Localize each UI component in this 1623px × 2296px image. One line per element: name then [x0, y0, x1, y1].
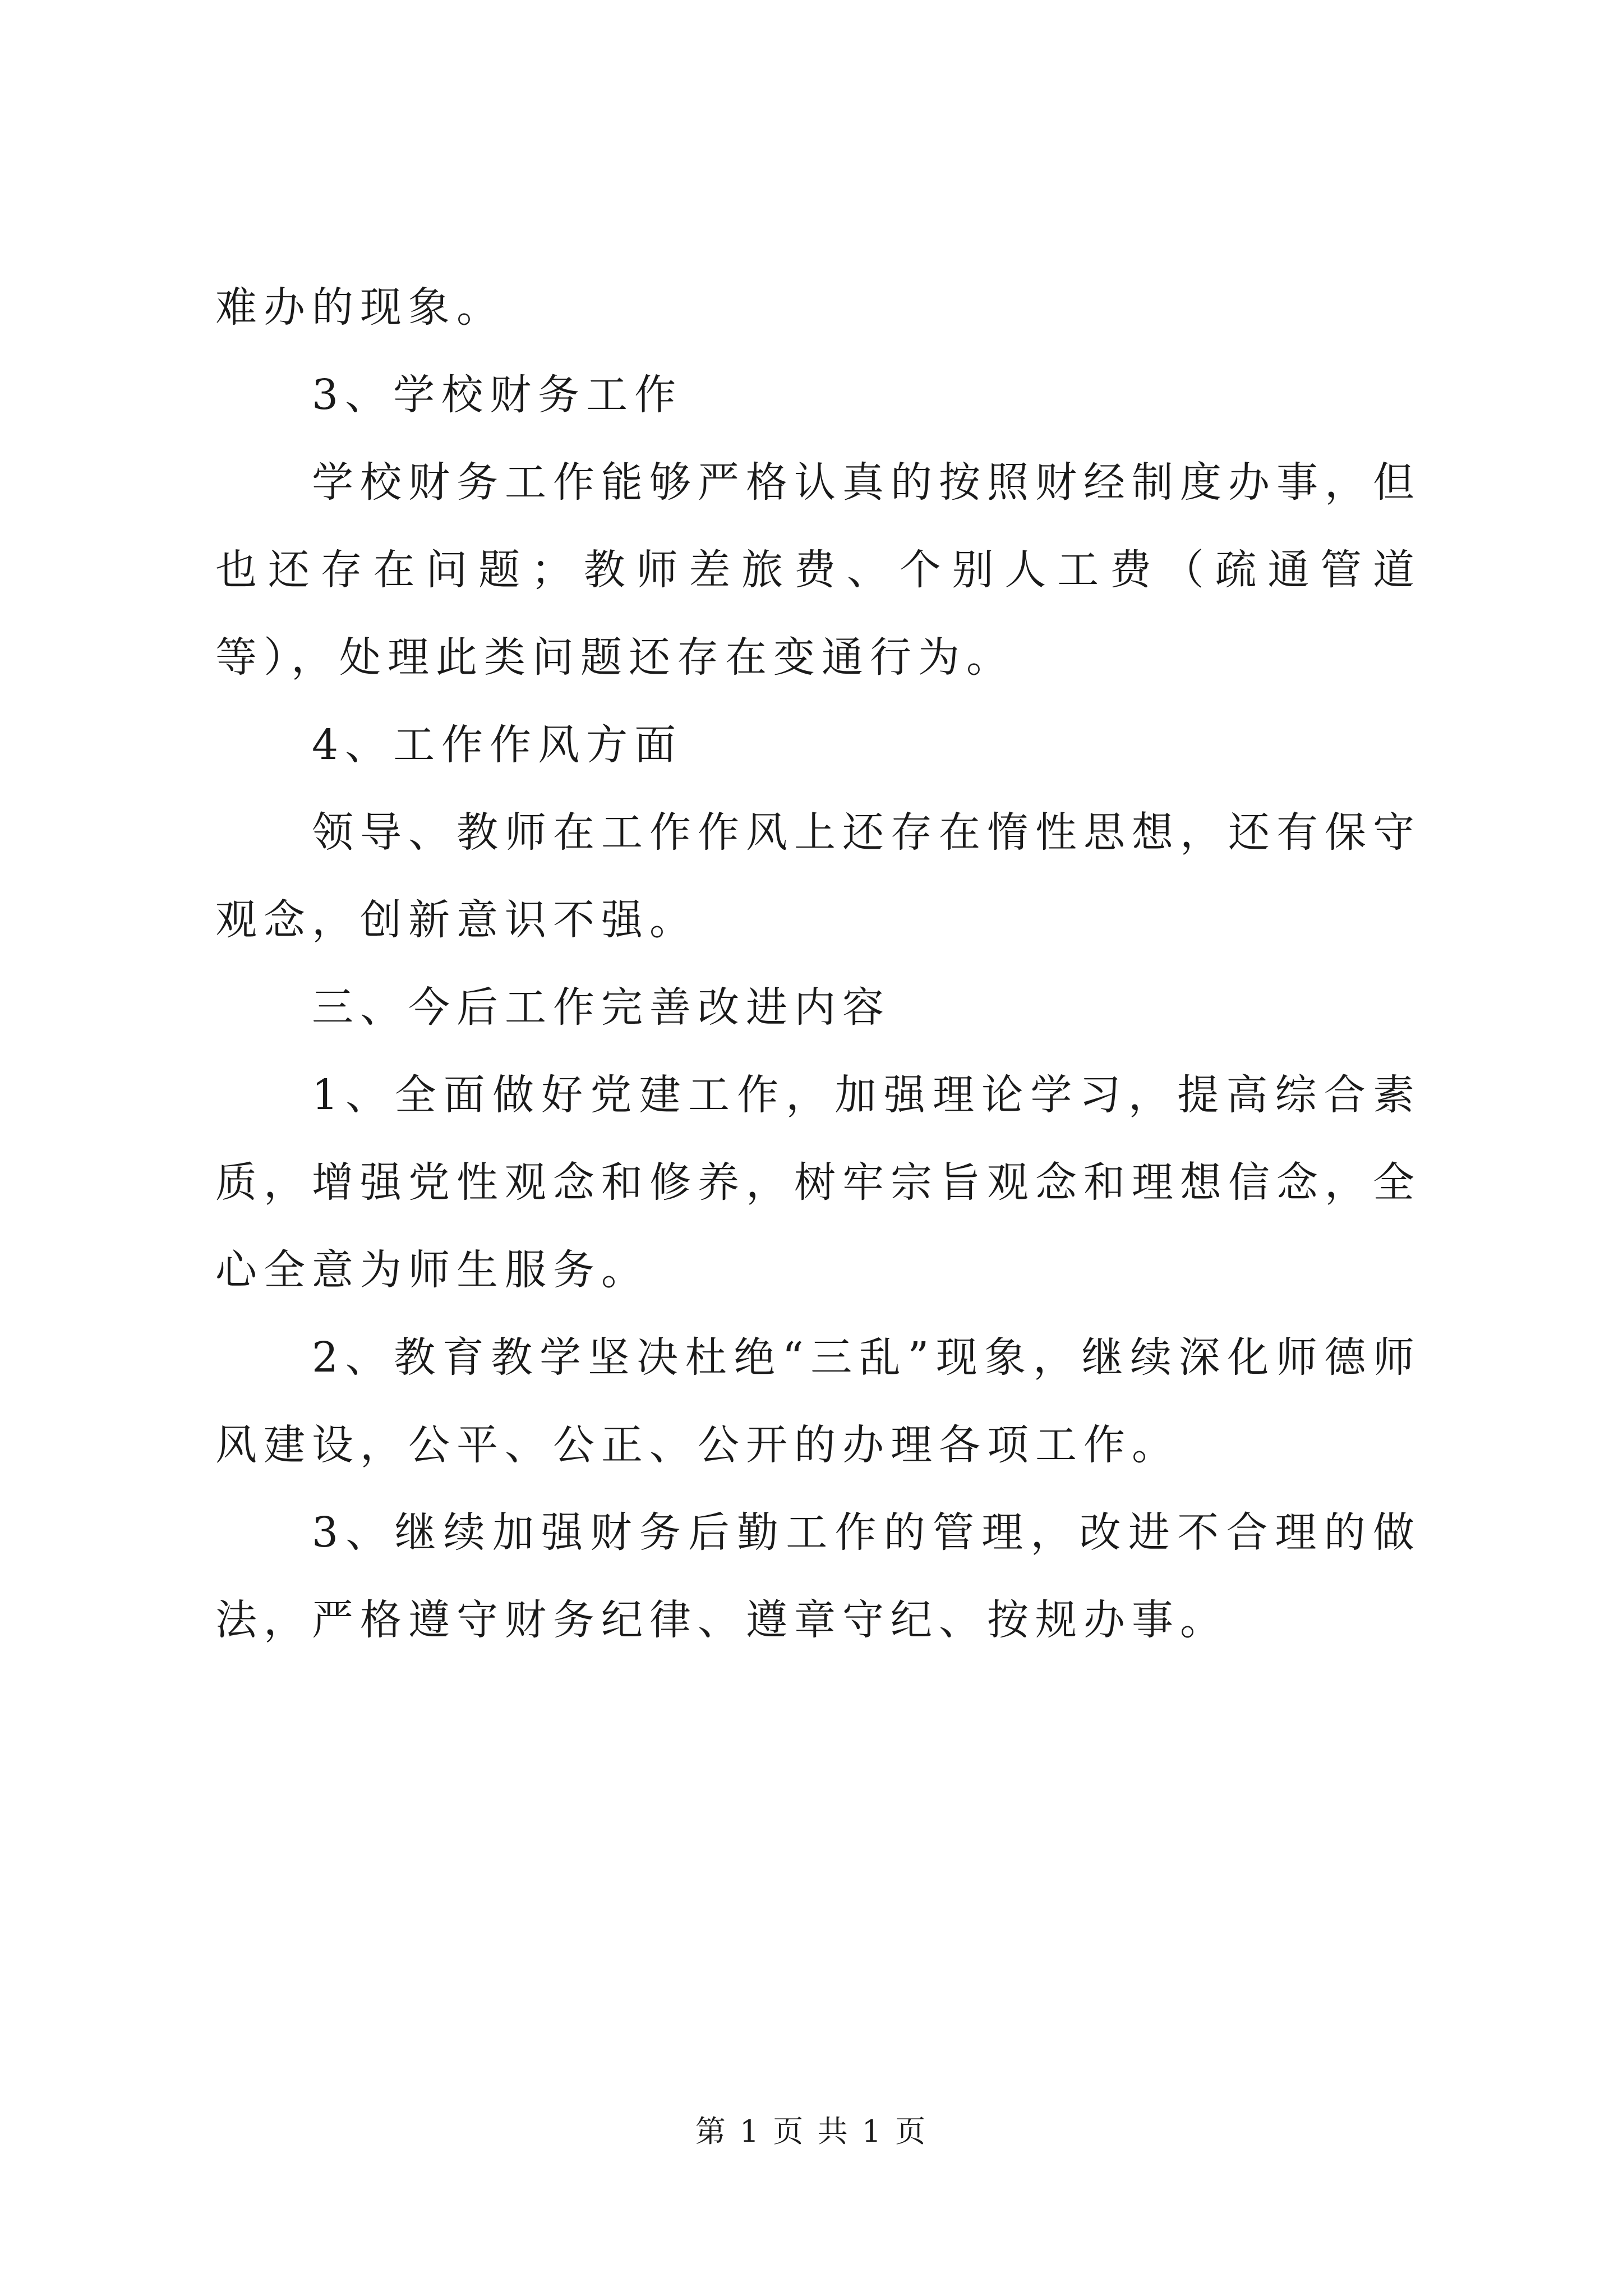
paragraph-improvement-1: 1、全面做好党建工作，加强理论学习，提高综合素质，增强党性观念和修养，树牢宗旨观念和理想信念，全心全意为师生服务。	[215, 1071, 1421, 1294]
heading-work-style: 4、工作作风方面	[312, 721, 683, 769]
page-number-footer: 第 1 页 共 1 页	[695, 2114, 928, 2149]
heading-finance-work: 3、学校财务工作	[312, 371, 683, 419]
paragraph-finance-work: 学校财务工作能够严格认真的按照财经制度办事，但也还存在问题；教师差旅费、个别人工费（疏通管道等），处理此类问题还存在变通行为。	[215, 458, 1421, 682]
paragraph-improvement-2: 2、教育教学坚决杜绝“三乱”现象，继续深化师德师风建设，公平、公正、公开的办理各项工作。	[215, 1333, 1421, 1469]
document-body	[215, 264, 1421, 1664]
paragraph-work-style: 领导、教师在工作作风上还存在惰性思想，还有保守观念，创新意识不强。	[215, 808, 1421, 944]
heading-improvements: 三、今后工作完善改进内容	[312, 983, 891, 1032]
paragraph-continuation: 难办的现象。	[215, 283, 505, 332]
paragraph-improvement-3: 3、继续加强财务后勤工作的管理，改进不合理的做法，严格遵守财务纪律、遵章守纪、按规办事。	[215, 1508, 1421, 1644]
